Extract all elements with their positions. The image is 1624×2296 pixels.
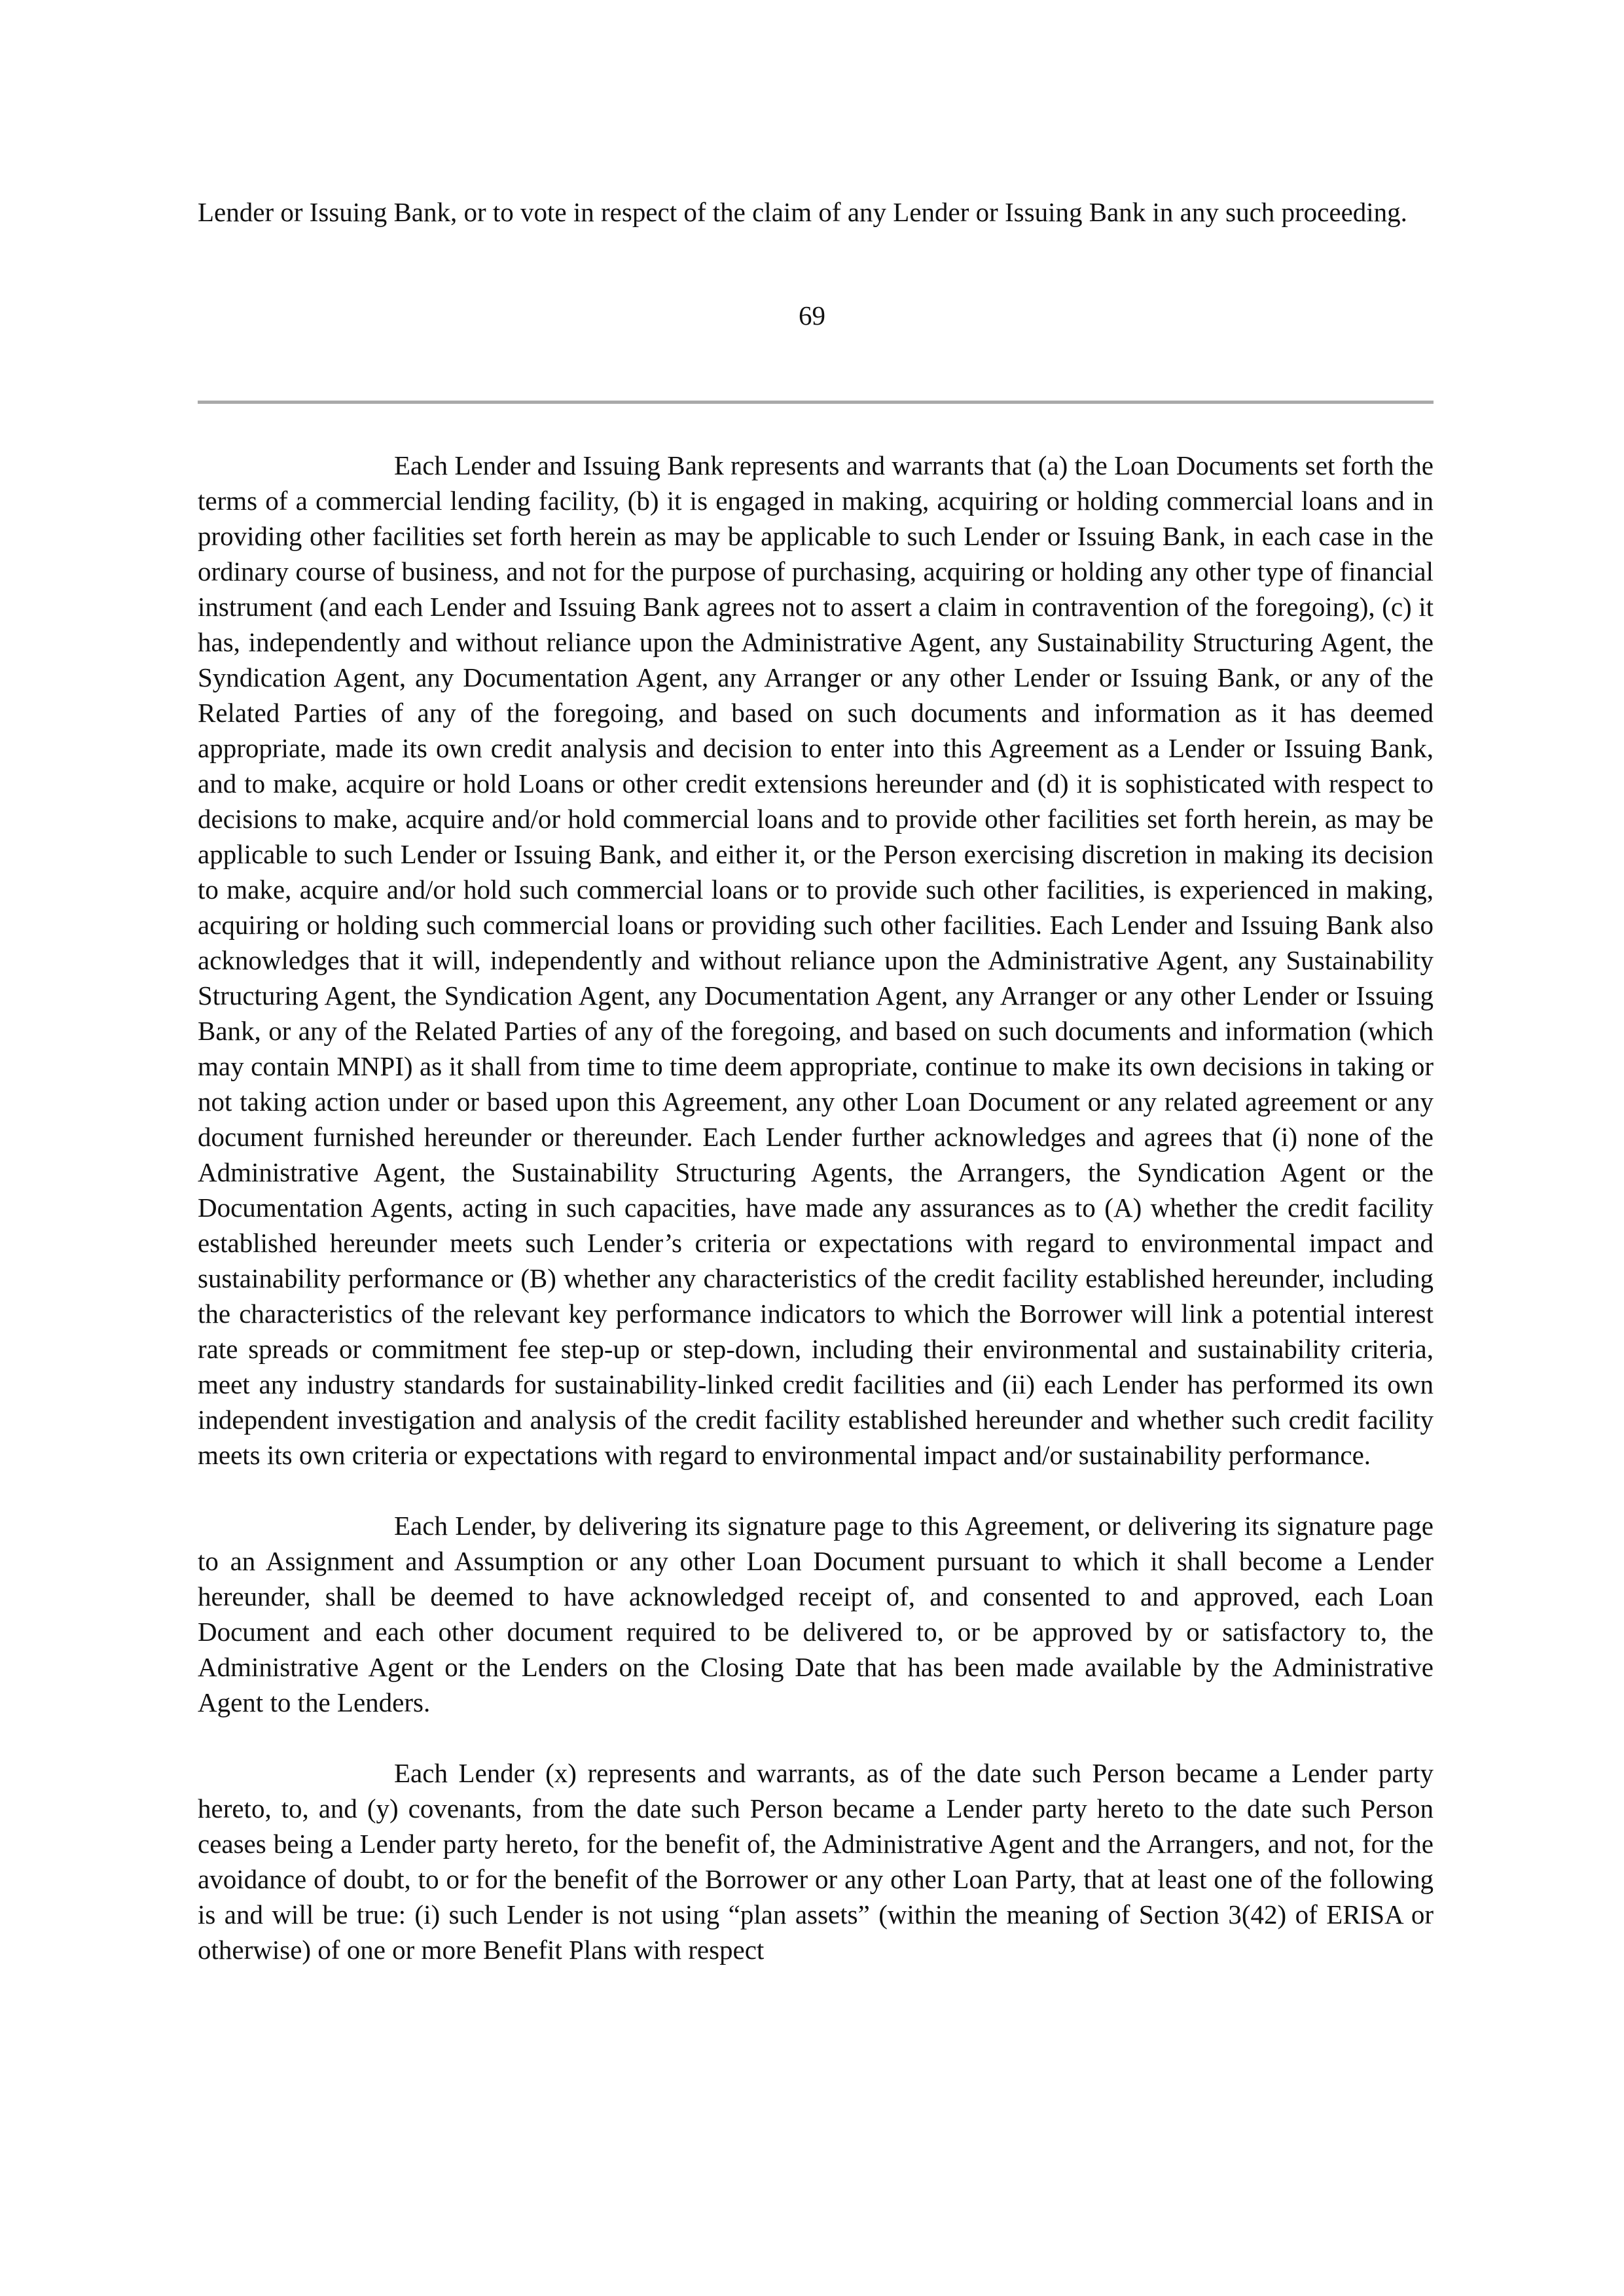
continued-paragraph: Lender or Issuing Bank, or to vote in respect of the claim of any Lender or Issuing Bank in any such proceeding. (198, 197, 1407, 227)
paragraph-erisa-representation: Each Lender (x) represents and warrants, as of the date such Person became a Lender party hereto, to, and (y) covenants, from the date such Person became a Lender party hereto to the date such Person ceases being a Lender party hereto, for the benefit of, the Administrative Agent and the Arrangers, and not, for the avoidance of doubt, to or for the benefit of the Borrower or any other Loan Party, that at least one of the following is and will be true: (i) such Lender is not using “plan assets” (within the meaning of Section 3(42) of ERISA or otherwise) of one or more Benefit Plans with respect (198, 1758, 1434, 1965)
page-divider (198, 401, 1434, 404)
page-number: 69 (799, 300, 825, 331)
document-body (198, 448, 1434, 1967)
paragraph-lender-representations: Each Lender and Issuing Bank represents and warrants that (a) the Loan Documents set forth the terms of a commercial lending facility, (b) it is engaged in making, acquiring or holding commercial loans and in providing other facilities set forth herein as may be applicable to such Lender or Issuing Bank, in each case in the ordinary course of business, and not for the purpose of purchasing, acquiring or holding any other type of financial instrument (and each Lender and Issuing Bank agrees not to assert a claim in contravention of the foregoing), (c) it has, independently and without reliance upon the Administrative Agent, any Sustainability Structuring Agent, the Syndication Agent, any Documentation Agent, any Arranger or any other Lender or Issuing Bank, or any of the Related Parties of any of the foregoing, and based on such documents and information as it has deemed appropriate, made its own credit analysis and decision to enter into this Agreement as a Lender or Issuing Bank, and to make, acquire or hold Loans or other credit extensions hereunder and (d) it is sophisticated with respect to decisions to make, acquire and/or hold commercial loans and to provide other facilities set forth herein, as may be applicable to such Lender or Issuing Bank, and either it, or the Person exercising discretion in making its decision to make, acquire and/or hold such commercial loans or to provide such other facilities, is experienced in making, acquiring or holding such commercial loans or providing such other facilities. Each Lender and Issuing Bank also acknowledges that it will, independently and without reliance upon the Administrative Agent, any Sustainability Structuring Agent, the Syndication Agent, any Documentation Agent, any Arranger or any other Lender or Issuing Bank, or any of the Related Parties of any of the foregoing, and based on such documents and information (which may contain MNPI) as it shall from time to time deem appropriate, continue to make its own decisions in taking or not taking action under or based upon this Agreement, any other Loan Document or any related agreement or any document furnished hereunder or thereunder. Each Lender further acknowledges and agrees that (i) none of the Administrative Agent, the Sustainability Structuring Agents, the Arrangers, the Syndication Agent or the Documentation Agents, acting in such capacities, have made any assurances as to (A) whether the credit facility established hereunder meets such Lender’s criteria or expectations with regard to environmental impact and sustainability performance or (B) whether any characteristics of the credit facility established hereunder, including the characteristics of the relevant key performance indicators to which the Borrower will link a potential interest rate spreads or commitment fee step-up or step-down, including their environmental and sustainability criteria, meet any industry standards for sustainability-linked credit facilities and (ii) each Lender has performed its own independent investigation and analysis of the credit facility established hereunder and whether such credit facility meets its own criteria or expectations with regard to environmental impact and/or sustainability performance. (198, 450, 1434, 1470)
paragraph-signature-delivery: Each Lender, by delivering its signature page to this Agreement, or delivering its signature page to an Assignment and Assumption or any other Loan Document pursuant to which it shall become a Lender hereunder, shall be deemed to have acknowledged receipt of, and consented to and approved, each Loan Document and each other document required to be delivered to, or be approved by or satisfactory to, the Administrative Agent or the Lenders on the Closing Date that has been made available by the Administrative Agent to the Lenders. (198, 1511, 1434, 1717)
